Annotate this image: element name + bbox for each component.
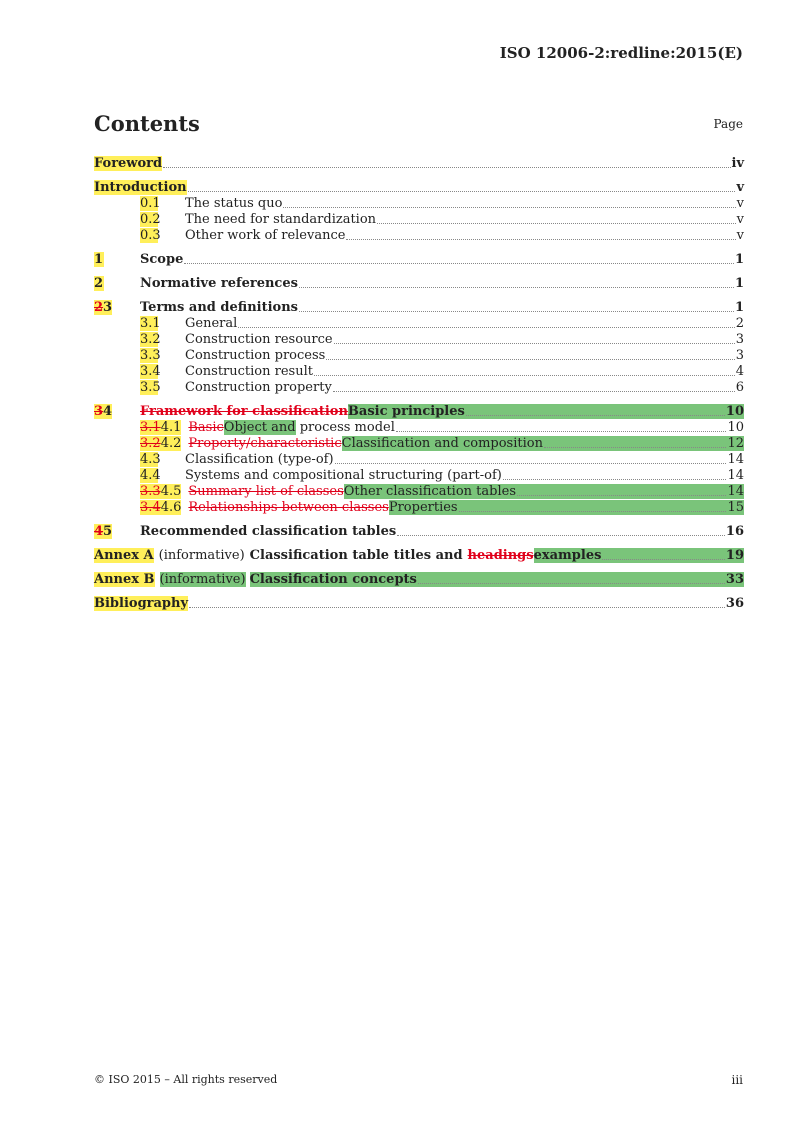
footer-copyright: © ISO 2015 – All rights reserved — [94, 1073, 278, 1086]
page-title: Contents — [94, 111, 200, 136]
deleted-text: Basic — [188, 420, 224, 435]
toc-label: Bibliography — [94, 596, 189, 611]
toc-entry-annex-a[interactable] — [94, 547, 744, 563]
toc-page: 15 — [727, 500, 744, 515]
inserted-number: 4.5 — [160, 484, 182, 499]
toc-label: Classification concepts — [249, 572, 417, 587]
inserted-number: 3 — [103, 300, 113, 315]
toc-number: 4.4 — [140, 468, 161, 483]
toc-page: 14 — [727, 468, 744, 483]
toc-label: Terms and definitions — [140, 300, 298, 315]
toc-page: 14 — [727, 452, 744, 467]
toc-entry-terms[interactable] — [94, 299, 744, 315]
toc-entry-4-2[interactable] — [94, 435, 744, 451]
toc-page: 1 — [734, 276, 744, 291]
toc-number: 4.3 — [140, 452, 161, 467]
toc-entry-terms-3-3[interactable] — [94, 347, 744, 363]
toc-number: 1 — [94, 252, 104, 267]
inserted-number: 4 — [103, 404, 113, 419]
toc-entry-intro-0-2[interactable] — [94, 211, 744, 227]
annex-informative: (informative) — [158, 548, 245, 563]
toc-number: 2 — [94, 276, 104, 291]
toc-entry-terms-3-4[interactable] — [94, 363, 744, 379]
toc-page: 12 — [727, 436, 744, 451]
toc-page: 10 — [727, 420, 744, 435]
toc-label: Construction resource — [185, 332, 333, 347]
toc-entry-4-5[interactable] — [94, 483, 744, 499]
toc-page: v — [736, 196, 744, 211]
toc-number: 0.2 — [140, 212, 161, 227]
annex-label: Annex B — [94, 572, 155, 587]
toc-entry-terms-3-5[interactable] — [94, 379, 744, 395]
toc-label: The status quo — [185, 196, 283, 211]
toc-entry-4-3[interactable] — [94, 451, 744, 467]
inserted-text: Object and — [223, 420, 296, 435]
toc-entry-intro-0-1[interactable] — [94, 195, 744, 211]
toc-label: Recommended classification tables — [140, 524, 397, 539]
toc-entry-terms-3-1[interactable] — [94, 315, 744, 331]
toc-page: 3 — [735, 348, 744, 363]
deleted-number: 3.4 — [140, 500, 161, 515]
page-column-label: Page — [713, 117, 743, 131]
toc-entry-normative-references[interactable] — [94, 275, 744, 291]
toc-page: 3 — [735, 332, 744, 347]
inserted-text: Other classification tables — [343, 484, 516, 499]
toc-entry-4-4[interactable] — [94, 467, 744, 483]
inserted-text: Basic principles — [347, 404, 465, 419]
toc-number: 0.3 — [140, 228, 161, 243]
deleted-text: Relationships between classes — [188, 500, 389, 515]
inserted-text: Properties — [388, 500, 458, 515]
deleted-number: 3.2 — [140, 436, 161, 451]
deleted-text: headings — [467, 548, 534, 563]
toc-page: 16 — [725, 524, 744, 539]
toc-entry-4-6[interactable] — [94, 499, 744, 515]
toc-entry-annex-b[interactable] — [94, 571, 744, 587]
footer-page-number: iii — [731, 1073, 743, 1087]
document-header: ISO 12006-2:redline:2015(E) — [499, 44, 743, 62]
toc-page: 1 — [734, 252, 744, 267]
toc-page: v — [736, 212, 744, 227]
deleted-text: Property/characteristic — [188, 436, 342, 451]
toc-label: Classification (type-of) — [185, 452, 334, 467]
toc-label: Systems and compositional structuring (part-of) — [185, 468, 502, 483]
inserted-number: 4.6 — [160, 500, 182, 515]
toc-label: Normative references — [140, 276, 298, 291]
deleted-number: 2 — [94, 300, 104, 315]
toc-number: 3.5 — [140, 380, 161, 395]
deleted-number: 4 — [94, 524, 104, 539]
table-of-contents — [94, 153, 744, 611]
toc-page: 14 — [727, 484, 744, 499]
toc-number: 3.3 — [140, 348, 161, 363]
toc-label: The need for standardization — [185, 212, 377, 227]
toc-entry-terms-3-2[interactable] — [94, 331, 744, 347]
toc-page: 6 — [735, 380, 744, 395]
deleted-text: Summary list of classes — [188, 484, 344, 499]
annex-informative: (informative) — [159, 572, 246, 587]
toc-page: 19 — [725, 548, 744, 563]
toc-entry-intro-0-3[interactable] — [94, 227, 744, 243]
toc-page: v — [736, 228, 744, 243]
deleted-text: Framework for classification — [140, 404, 348, 419]
inserted-number: 5 — [103, 524, 113, 539]
toc-entry-scope[interactable] — [94, 251, 744, 267]
toc-page: v — [736, 180, 744, 195]
toc-number: 3.1 — [140, 316, 161, 331]
toc-page: 4 — [735, 364, 744, 379]
toc-entry-bibliography[interactable] — [94, 595, 744, 611]
toc-label: Scope — [140, 252, 184, 267]
toc-label: Construction process — [185, 348, 326, 363]
toc-entry-recommended-tables[interactable] — [94, 523, 744, 539]
inserted-number: 4.1 — [160, 420, 182, 435]
toc-page: 10 — [725, 404, 744, 419]
toc-label: General — [185, 316, 238, 331]
inserted-text: Classification and composition — [341, 436, 543, 451]
toc-entry-4-1[interactable] — [94, 419, 744, 435]
annex-label: Annex A — [94, 548, 154, 563]
toc-label: Classification table titles and — [249, 548, 463, 563]
toc-label: Foreword — [94, 156, 163, 171]
toc-page: iv — [731, 156, 744, 171]
toc-entry-introduction[interactable] — [94, 179, 744, 195]
deleted-number: 3.3 — [140, 484, 161, 499]
inserted-number: 4.2 — [160, 436, 182, 451]
toc-page: 1 — [734, 300, 744, 315]
toc-entry-foreword[interactable] — [94, 155, 744, 171]
toc-label: process model — [295, 420, 395, 435]
deleted-number: 3 — [94, 404, 104, 419]
inserted-text: examples — [533, 548, 602, 563]
toc-label: Construction result — [185, 364, 313, 379]
toc-label: Other work of relevance — [185, 228, 346, 243]
toc-number: 3.4 — [140, 364, 161, 379]
toc-page: 33 — [725, 572, 744, 587]
toc-page: 2 — [735, 316, 744, 331]
toc-number: 3.2 — [140, 332, 161, 347]
toc-page: 36 — [725, 596, 744, 611]
toc-label: Introduction — [94, 180, 187, 195]
toc-entry-basic-principles[interactable] — [94, 403, 744, 419]
toc-label: Construction property — [185, 380, 332, 395]
toc-number: 0.1 — [140, 196, 161, 211]
deleted-number: 3.1 — [140, 420, 161, 435]
